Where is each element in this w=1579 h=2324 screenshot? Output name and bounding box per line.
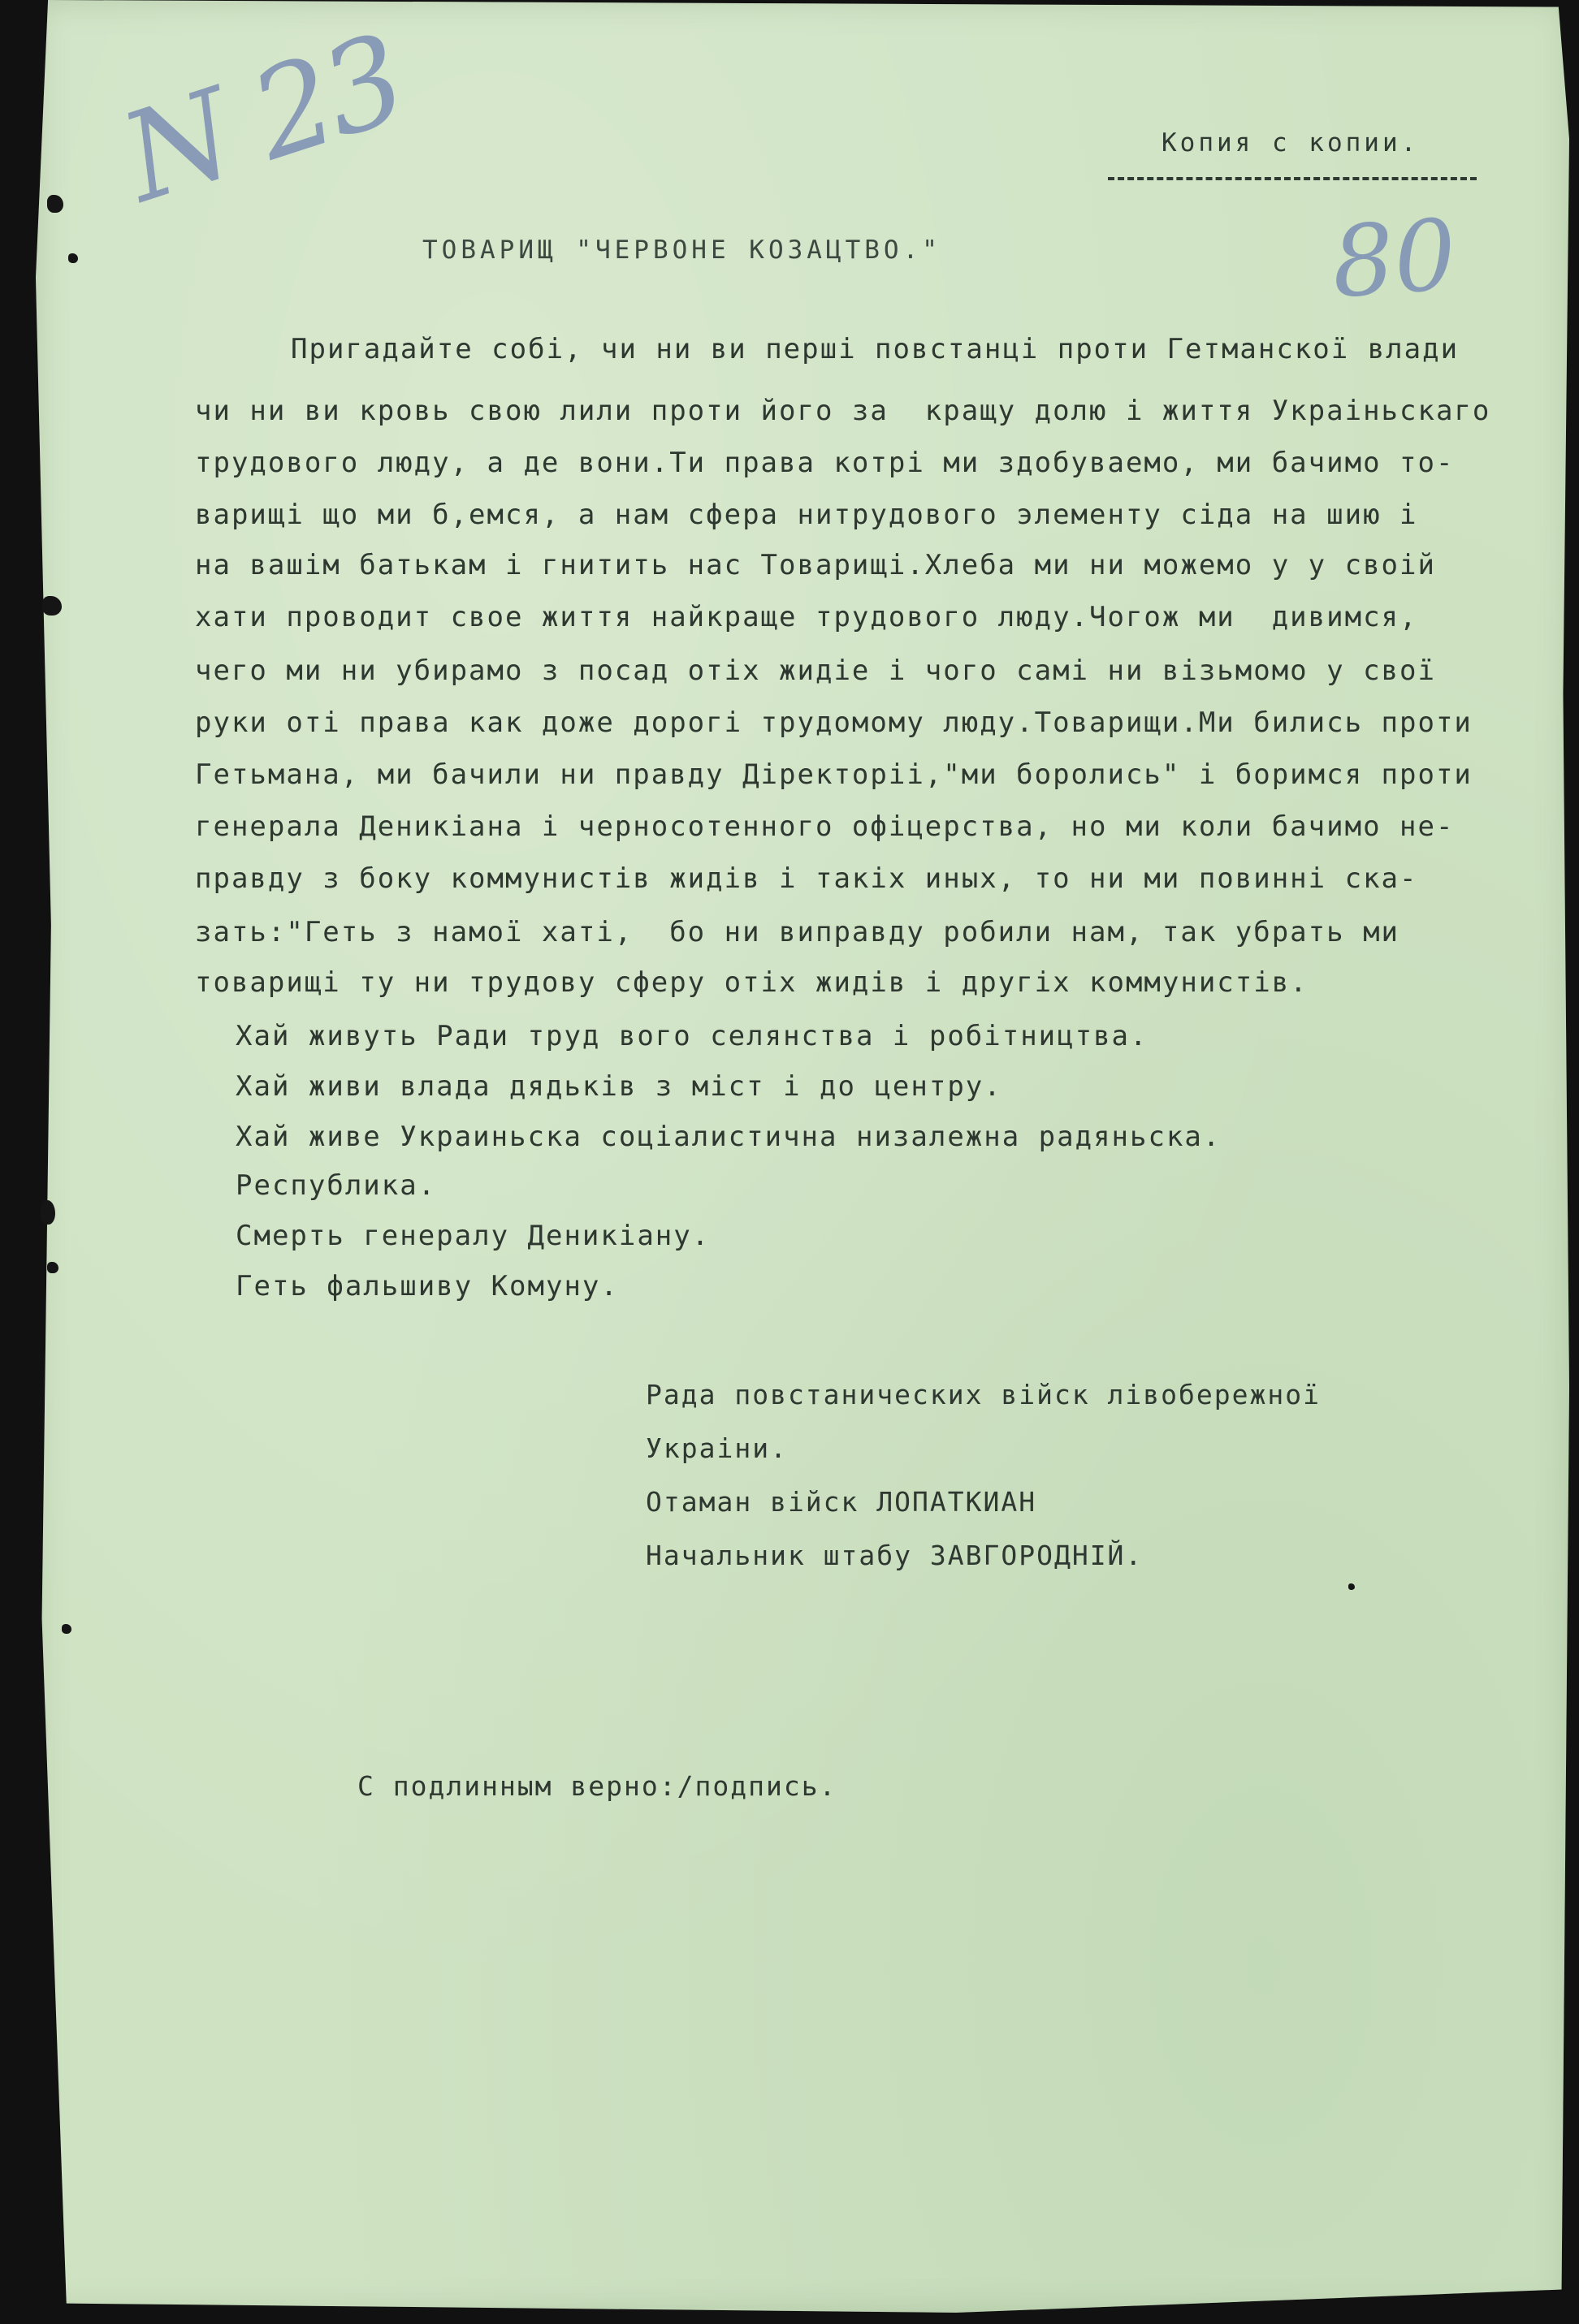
handwritten-page-number: 80 bbox=[1328, 198, 1460, 321]
signature-line: Украіни. bbox=[646, 1432, 788, 1464]
handwritten-archive-number: N 23 bbox=[106, 8, 418, 231]
signature-line: Отаман війск ЛОПАТКИАН bbox=[646, 1486, 1037, 1518]
body-line: варищі що ми б,емся, а нам сфера нитрудового элементу сіда на шию і bbox=[195, 499, 1418, 531]
body-line: Гетьмана, ми бачили ни правду Діректоріі,"ми боролись" і боримся проти bbox=[195, 758, 1473, 791]
body-line: правду з боку коммунистів жидів і такіх иных, то ни ми повинні ска- bbox=[195, 862, 1418, 895]
body-line: зать:"Геть з намої хаті, бо ни виправду робили нам, так убрать ми bbox=[195, 916, 1400, 948]
slogan-line: Хай живи влада дядьків з міст і до центру. bbox=[236, 1070, 1002, 1103]
body-line: трудового люду, а де вони.Ти права котрі ми здобуваемо, ми бачимо то- bbox=[195, 447, 1455, 479]
slogan-line: Хай живуть Ради труд вого селянства і робітництва. bbox=[236, 1020, 1149, 1052]
document-title: ТОВАРИЩ "ЧЕРВОНЕ КОЗАЦТВО." bbox=[422, 235, 941, 265]
slogan-line: Хай живе Украиньска соціалистична низалежна радяньска. bbox=[236, 1121, 1222, 1153]
body-line: руки оті права как доже дорогі трудомому люду.Товарищи.Ми бились проти bbox=[195, 706, 1473, 739]
body-line: на вашім батькам і гнитить нас Товарищі.Хлеба ми ни можемо у у своій bbox=[195, 549, 1436, 581]
slogan-line: Смерть генералу Деникіану. bbox=[236, 1220, 711, 1252]
margin-hole bbox=[62, 1624, 71, 1634]
margin-hole bbox=[42, 596, 62, 616]
slogan-line: Республика. bbox=[236, 1169, 437, 1202]
copy-note-underline bbox=[1108, 177, 1477, 180]
body-line: генерала Деникіана і черносотенного офіцерства, но ми коли бачимо не- bbox=[195, 810, 1455, 843]
signature-line: Рада повстанических війск лівобережної bbox=[646, 1379, 1321, 1410]
body-line: товарищі ту ни трудову сферу отіх жидів і другіх коммунистів. bbox=[195, 966, 1309, 999]
slogan-line: Геть фальшиву Комуну. bbox=[236, 1270, 619, 1302]
body-line: хати проводит свое життя найкраще трудового люду.Чогож ми дивимся, bbox=[195, 601, 1418, 633]
margin-hole bbox=[68, 253, 78, 263]
body-line: чего ми ни убирамо з посад отіх жидіе і чого самі ни візьмомо у свої bbox=[195, 654, 1436, 687]
signature-line: Начальник штабу ЗАВГОРОДНІЙ. bbox=[646, 1540, 1144, 1571]
copy-note: Копия с копии. bbox=[1162, 128, 1420, 158]
margin-hole bbox=[47, 195, 63, 213]
body-line: чи ни ви кровь свою лили проти його за кращу долю і життя Украіньскаго bbox=[195, 395, 1491, 427]
body-line: Пригадайте собі, чи ни ви перші повстанці проти Гетманскої влади bbox=[291, 333, 1460, 365]
certification-line: С подлинным верно:/подпись. bbox=[357, 1770, 837, 1802]
margin-hole bbox=[1348, 1583, 1355, 1590]
margin-hole bbox=[47, 1262, 58, 1273]
margin-hole bbox=[41, 1200, 55, 1225]
